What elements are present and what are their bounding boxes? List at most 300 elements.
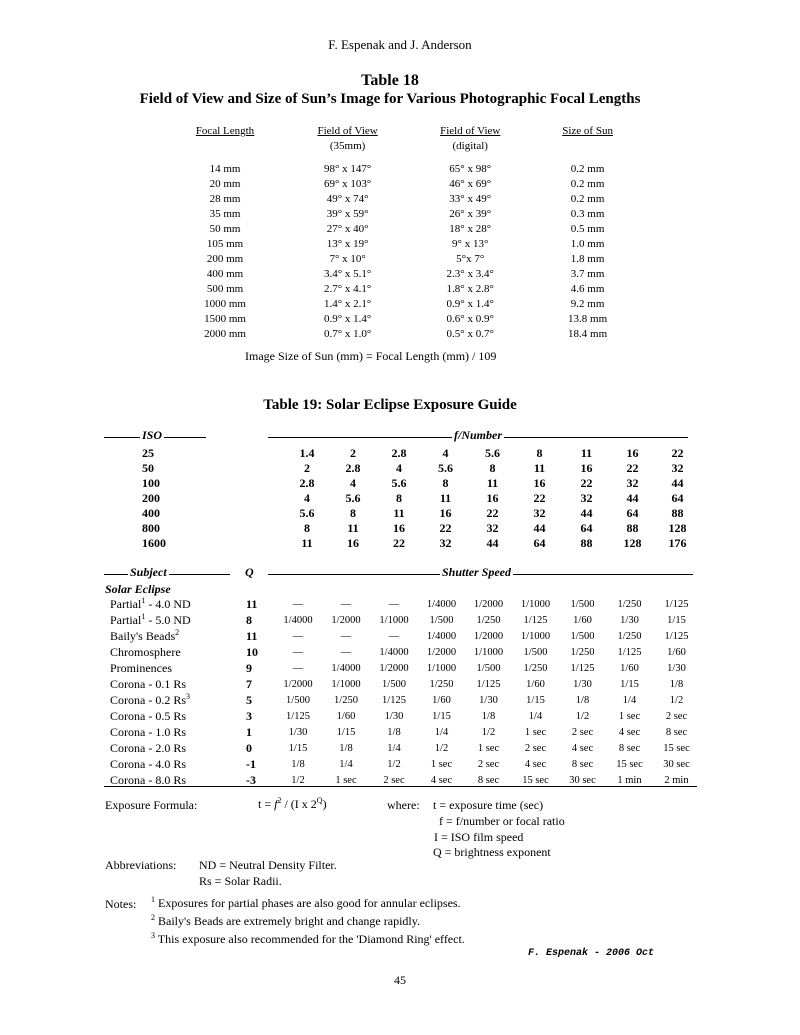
shutter-speed: 4 sec [430, 774, 453, 786]
table18-cell: 49° x 74° [326, 193, 369, 205]
shutter-speed: 15 sec [663, 742, 690, 754]
subject-name-text: Partial [110, 613, 142, 627]
fnumber-value: 5.6 [438, 461, 453, 475]
shutter-speed: 1/500 [429, 614, 454, 626]
q-value: 1 [246, 724, 252, 739]
iso-value: 100 [142, 476, 160, 490]
fnumber-value: 44 [533, 521, 546, 535]
shutter-speed: 1/2 [291, 774, 305, 786]
fnumber-value: 22 [626, 461, 639, 475]
subject-name [104, 740, 234, 756]
shutter-speed: 1/8 [291, 758, 305, 770]
exposure-row [104, 628, 700, 644]
shutter-speed: 1/125 [382, 694, 406, 706]
table18-formula: Image Size of Sun (mm) = Focal Length (mm) / 109 [245, 349, 497, 363]
shutter-speed: 1 sec [477, 742, 500, 754]
fnumber-value: 16 [393, 521, 405, 535]
shutter-speed: 1/250 [570, 646, 595, 658]
table18-cell: 14 mm [209, 163, 241, 175]
iso-row [104, 446, 700, 461]
shutter-speed: 1/4 [528, 710, 543, 722]
iso-value: 25 [142, 446, 154, 460]
shutter-speed: 1/60 [573, 614, 592, 626]
subject-name-text: Partial [110, 597, 142, 611]
notes-label: Notes: [105, 897, 137, 911]
subject-suffix: - 4.0 ND [145, 597, 191, 611]
shutter-speed: 1/250 [617, 598, 642, 610]
iso-row [104, 506, 700, 521]
shutter-speed: 1/15 [667, 614, 686, 626]
shutter-speed: 1/125 [664, 598, 689, 610]
shutter-speed: 1/1000 [473, 646, 504, 658]
shutter-speed: 1/125 [664, 630, 689, 642]
table18-row [165, 297, 645, 312]
shutter-speed: 1/2000 [426, 646, 457, 658]
subject-name-text: Chromosphere [110, 645, 181, 659]
signature: F. Espenak - 2006 Oct [528, 948, 655, 959]
table18-subheader-row [165, 139, 645, 154]
subject-name [104, 612, 234, 628]
footnote-marker: 1 [141, 612, 146, 621]
shutter-speed: 4 sec [618, 726, 641, 738]
note-marker: 2 [151, 913, 155, 922]
table18-cell: 28 mm [209, 193, 241, 205]
table18-cell: 0.7° x 1.0° [323, 328, 372, 340]
exposure-table [104, 596, 700, 788]
shutter-speed: 1 sec [618, 710, 641, 722]
table18-col-header: Field of View [317, 125, 378, 137]
shutter-speed: 1/1000 [331, 678, 361, 690]
note-item [151, 895, 461, 911]
footnote-marker: 3 [186, 692, 190, 701]
table18-col-header: Field of View [440, 125, 501, 137]
fnumber-value: 8 [442, 476, 449, 490]
note-text: Exposures for partial phases are also good for annular eclipses. [155, 896, 461, 910]
spacer-cell [209, 476, 284, 491]
iso-row [104, 461, 700, 476]
subject-name [104, 596, 234, 612]
q-value: 10 [246, 644, 258, 659]
q-header-label: Q [245, 565, 254, 579]
subject-name [104, 692, 234, 708]
shutter-speed: 4 sec [571, 742, 594, 754]
shutter-speed: 1/4000 [426, 598, 457, 610]
table18-cell: 9.2 mm [570, 298, 605, 310]
fnumber-value: 88 [580, 536, 593, 550]
shutter-speed: 1/500 [523, 646, 548, 658]
table18-cell: 0.6° x 0.9° [446, 313, 494, 325]
fnumber-value: 5.6 [299, 506, 315, 520]
subject-name-text: Baily's Beads [110, 629, 176, 643]
fnumber-value: 22 [580, 476, 593, 490]
fnumber-value: 64 [671, 491, 684, 505]
shutter-speed: 1/2000 [283, 678, 313, 690]
q-value: 9 [246, 660, 252, 675]
shutter-speed: 4 sec [524, 758, 547, 770]
table18-cell: 35 mm [209, 208, 241, 220]
table18-cell: 2000 mm [204, 328, 246, 340]
spacer-cell [209, 491, 284, 506]
exposure-row [104, 612, 700, 628]
shutter-speed: 1/4 [434, 726, 449, 738]
table18-cell: 0.2 mm [570, 178, 605, 190]
table18-cell: 33° x 49° [449, 193, 492, 205]
note-marker: 1 [151, 895, 155, 904]
fnumber-value: 2.8 [391, 446, 407, 460]
subject-suffix: - 5.0 ND [145, 613, 191, 627]
formula-def: I = ISO film speed [434, 830, 524, 844]
table18-row [165, 207, 645, 222]
fnumber-value: 128 [623, 536, 642, 550]
iso-row [104, 476, 700, 491]
fnumber-value: 16 [347, 536, 359, 550]
shutter-speed: 1/15 [526, 694, 545, 706]
shutter-speed: 1/60 [336, 710, 356, 722]
table18-row [165, 162, 645, 177]
shutter-speed: 1/2 [387, 758, 401, 770]
page-number: 45 [394, 973, 406, 987]
shutter-speed: 1/15 [432, 710, 451, 722]
shutter-speed: 1/250 [476, 614, 501, 626]
exposure-row [104, 644, 700, 660]
shutter-speed: 1/15 [620, 678, 639, 690]
fnumber-value: 88 [671, 506, 684, 520]
table18-cell: 50 mm [209, 223, 241, 235]
formula-def: Q = brightness exponent [433, 845, 551, 859]
shutter-speed: 1 sec [335, 774, 357, 786]
fnumber-value: 8 [396, 491, 402, 505]
q-value: 11 [246, 628, 258, 643]
note-text: This exposure also recommended for the 'Diamond Ring' effect. [155, 932, 465, 946]
iso-header-label: ISO [142, 428, 163, 442]
exposure-table-body [104, 596, 700, 788]
shutter-speed: 30 sec [663, 758, 690, 770]
fnumber-value: 2 [350, 446, 356, 460]
fnumber-value: 8 [536, 446, 543, 460]
subject-name-text: Corona - 8.0 Rs [110, 773, 186, 787]
formula-part: ) [322, 797, 327, 811]
fnumber-value: 16 [533, 476, 546, 490]
shutter-speed: 1/15 [336, 726, 356, 738]
shutter-speed: 1/250 [523, 662, 548, 674]
fnumber-value: 8 [304, 521, 310, 535]
shutter-speed: 1/125 [570, 662, 595, 674]
q-value: 11 [246, 596, 258, 611]
spacer-cell [209, 446, 284, 461]
shutter-speed: — [340, 598, 352, 610]
fnumber-value: 11 [533, 461, 546, 475]
formula-label: Exposure Formula: [105, 798, 198, 812]
subject-name-text: Corona - 0.2 Rs [110, 693, 186, 707]
shutter-speed: 1/2 [669, 694, 684, 706]
footnote-marker: 2 [175, 628, 180, 637]
table18-row [165, 282, 645, 297]
subject-name-text: Corona - 2.0 Rs [110, 741, 186, 755]
shutter-speed: 1/2 [434, 742, 449, 754]
table18-cell: 500 mm [206, 283, 244, 295]
exposure-row [104, 660, 700, 676]
fnumber-value: 8 [489, 461, 496, 475]
table18-cell: 7° x 10° [329, 253, 366, 265]
table18-subheader [165, 139, 285, 154]
page-header: F. Espenak and J. Anderson [328, 37, 472, 52]
table18-row [165, 222, 645, 237]
shutter-speed: 1/125 [523, 614, 548, 626]
fnumber-value: 22 [393, 536, 405, 550]
shutter-speed: 1/1000 [426, 662, 457, 674]
subject-name [104, 756, 234, 772]
shutter-speed: 1/8 [669, 678, 684, 690]
shutter-speed: 1/4000 [331, 662, 361, 674]
table18-cell: 0.5 mm [570, 223, 605, 235]
table18-cell: 9° x 13° [452, 238, 489, 250]
formula-exponent: 2 [277, 796, 282, 805]
shutter-speed: 1/4000 [426, 630, 457, 642]
shutter-speed: 2 sec [665, 710, 688, 722]
fnumber-value: 176 [668, 536, 687, 550]
shutter-speed: 1/4 [622, 694, 637, 706]
table18-cell: 0.5° x 0.7° [446, 328, 494, 340]
fnumber-value: 22 [671, 446, 684, 460]
table18-col-header: Size of Sun [562, 125, 613, 137]
shutter-speed: 1/500 [570, 598, 595, 610]
exposure-row [104, 724, 700, 740]
table18-cell: 69° x 103° [323, 178, 372, 190]
table18-cell: 105 mm [206, 238, 244, 250]
shutter-speed: — [340, 646, 352, 658]
iso-value: 400 [142, 506, 160, 520]
spacer-cell [209, 506, 284, 521]
table18-cell: 0.9° x 1.4° [323, 313, 372, 325]
fnumber-value: 64 [626, 506, 639, 520]
subject-name-text: Corona - 0.1 Rs [110, 677, 186, 691]
shutter-speed: — [292, 646, 304, 658]
iso-value: 1600 [142, 536, 166, 550]
spacer-cell [209, 521, 284, 536]
table19-title: Table 19: Solar Eclipse Exposure Guide [263, 397, 517, 413]
shutter-speed: 1/125 [476, 678, 501, 690]
shutter-speed: 1/250 [334, 694, 358, 706]
table18-cell: 2.3° x 3.4° [446, 268, 494, 280]
fnumber-value: 16 [580, 461, 593, 475]
fnumber-value: 4 [396, 461, 402, 475]
q-value: -1 [246, 756, 256, 771]
table18-title: Table 18 [361, 72, 419, 89]
q-value: -3 [246, 772, 256, 787]
table18-cell: 400 mm [206, 268, 244, 280]
table18-row [165, 237, 645, 252]
q-value: 5 [246, 692, 252, 707]
exposure-row [104, 708, 700, 724]
fnumber-value: 32 [533, 506, 546, 520]
shutter-speed: 1/1000 [520, 598, 551, 610]
table18-cell: 1.4° x 2.1° [323, 298, 372, 310]
q-value: 7 [246, 676, 252, 691]
fnumber-value: 11 [347, 521, 359, 535]
table18-cell: 27° x 40° [326, 223, 369, 235]
shutter-speed: 8 sec [665, 726, 688, 738]
table18-cell: 65° x 98° [449, 163, 492, 175]
section-label: Solar Eclipse [105, 582, 171, 596]
fnumber-value: 11 [301, 536, 313, 550]
fnumber-value: 88 [626, 521, 639, 535]
subject-name-text: Corona - 0.5 Rs [110, 709, 186, 723]
shutter-speed: 1/30 [479, 694, 498, 706]
shutter-speed: 1/2 [575, 710, 590, 722]
fnumber-value: 8 [350, 506, 356, 520]
exposure-row [104, 692, 700, 708]
shutter-speed: 1/4000 [379, 646, 409, 658]
fnumber-value: 44 [486, 536, 499, 550]
fnumber-value: 64 [533, 536, 546, 550]
shutter-speed: 1/30 [384, 710, 404, 722]
fnumber-value: 5.6 [485, 446, 500, 460]
table18-cell: 13° x 19° [326, 238, 369, 250]
shutter-speed: 1/2000 [473, 630, 504, 642]
fnumber-value: 16 [486, 491, 499, 505]
shutter-speed: — [292, 630, 304, 642]
fnumber-value: 4 [304, 491, 310, 505]
shutter-speed: 1/125 [617, 646, 642, 658]
shutter-speed: 15 sec [616, 758, 643, 770]
formula-part: t = [258, 797, 275, 811]
table18-cell: 98° x 147° [323, 163, 372, 175]
formula-where-label: where: [387, 798, 420, 812]
shutter-speed: 8 sec [618, 742, 641, 754]
table18-cell: 2.7° x 4.1° [323, 283, 372, 295]
shutter-speed: 1/8 [575, 694, 590, 706]
formula-f: f [274, 797, 278, 811]
table19-bottom-rule [104, 786, 697, 787]
table18-cell: 26° x 39° [449, 208, 492, 220]
shutter-speed: 30 sec [569, 774, 596, 786]
subject-name [104, 676, 234, 692]
formula-exponent: Q [316, 796, 323, 805]
fnumber-value: 2 [304, 461, 310, 475]
subject-name [104, 628, 234, 644]
shutter-speed: 1/500 [286, 694, 310, 706]
subject-name-text: Corona - 4.0 Rs [110, 757, 186, 771]
table18-body [165, 162, 645, 342]
subject-name-text: Corona - 1.0 Rs [110, 725, 186, 739]
formula-def: f = f/number or focal ratio [439, 814, 565, 828]
table18-subtitle: Field of View and Size of Sun’s Image for Various Photographic Focal Lengths [139, 91, 641, 107]
shutter-speed: 15 sec [522, 774, 549, 786]
shutter-speed: 1/8 [387, 726, 401, 738]
shutter-speed: — [340, 630, 352, 642]
iso-row [104, 521, 700, 536]
table18-row [165, 327, 645, 342]
table18-cell: 13.8 mm [568, 313, 608, 325]
iso-value: 200 [142, 491, 160, 505]
subject-name [104, 724, 234, 740]
shutter-speed: 1/60 [526, 678, 545, 690]
table18-row [165, 252, 645, 267]
shutter-header-label: Shutter Speed [442, 565, 512, 579]
table18-row [165, 267, 645, 282]
shutter-speed: 1/500 [570, 630, 595, 642]
shutter-speed: 8 sec [477, 774, 500, 786]
subject-name [104, 644, 234, 660]
table18-col-header: Focal Length [195, 125, 255, 137]
fnumber-value: 32 [626, 476, 639, 490]
shutter-speed: 1 sec [430, 758, 453, 770]
fnumber-value: 5.6 [391, 476, 407, 490]
shutter-speed: 1 min [617, 774, 642, 786]
fnumber-value: 32 [486, 521, 499, 535]
shutter-speed: 1/2000 [379, 662, 409, 674]
fnumber-value: 44 [626, 491, 639, 505]
fnumber-value: 44 [580, 506, 593, 520]
subject-name [104, 708, 234, 724]
shutter-speed: 1/2000 [473, 598, 504, 610]
exposure-row [104, 756, 700, 772]
fnumber-value: 5.6 [345, 491, 361, 505]
table18-subheader [530, 139, 645, 154]
table18-cell: 20 mm [209, 178, 241, 190]
shutter-speed: 1/1000 [379, 614, 409, 626]
shutter-speed: 1/15 [288, 742, 308, 754]
q-value: 0 [246, 740, 252, 755]
subject-name [104, 660, 234, 676]
note-item [151, 913, 420, 929]
fnumber-value: 32 [580, 491, 593, 505]
fnumber-value: 11 [439, 491, 452, 505]
table18-cell: 1.8° x 2.8° [446, 283, 494, 295]
shutter-speed: 1/60 [432, 694, 451, 706]
shutter-speed: 2 sec [477, 758, 500, 770]
subject-name-text: Prominences [110, 661, 172, 675]
exposure-row [104, 740, 700, 756]
fnumber-value: 11 [486, 476, 499, 490]
shutter-speed: 1/4 [339, 758, 353, 770]
shutter-speed: — [388, 630, 400, 642]
shutter-speed: 2 sec [571, 726, 594, 738]
shutter-speed: — [388, 598, 400, 610]
fnumber-value: 16 [626, 446, 639, 460]
table18-cell: 1.8 mm [570, 253, 605, 265]
shutter-speed: 2 sec [383, 774, 405, 786]
table18 [165, 124, 645, 342]
fnumber-value: 22 [486, 506, 499, 520]
exposure-row [104, 676, 700, 692]
table18-subheader: (digital) [452, 140, 488, 152]
table18-cell: 0.2 mm [570, 193, 605, 205]
note-marker: 3 [151, 931, 155, 940]
footnote-marker: 1 [141, 596, 146, 605]
fnumber-value: 2.8 [345, 461, 361, 475]
table18-cell: 0.9° x 1.4° [446, 298, 494, 310]
shutter-speed: 1/250 [617, 630, 642, 642]
fnumber-value: 2.8 [299, 476, 315, 490]
shutter-speed: 1/8 [339, 742, 353, 754]
exposure-formula [258, 796, 327, 812]
shutter-speed: 1/8 [481, 710, 496, 722]
fnumber-value: 22 [439, 521, 452, 535]
fnumber-value: 32 [439, 536, 452, 550]
spacer-cell [209, 536, 284, 551]
fnumber-header-label: f/Number [454, 428, 502, 442]
formula-def: t = exposure time (sec) [433, 798, 544, 812]
table18-cell: 5°x 7° [456, 253, 485, 265]
shutter-speed: 1/500 [382, 678, 406, 690]
shutter-speed: — [292, 662, 304, 674]
table18-cell: 18° x 28° [449, 223, 492, 235]
shutter-speed: 1/250 [429, 678, 454, 690]
note-text: Baily's Beads are extremely bright and change rapidly. [155, 914, 420, 928]
table18-header-row [165, 124, 645, 139]
fnumber-value: 11 [580, 446, 593, 460]
